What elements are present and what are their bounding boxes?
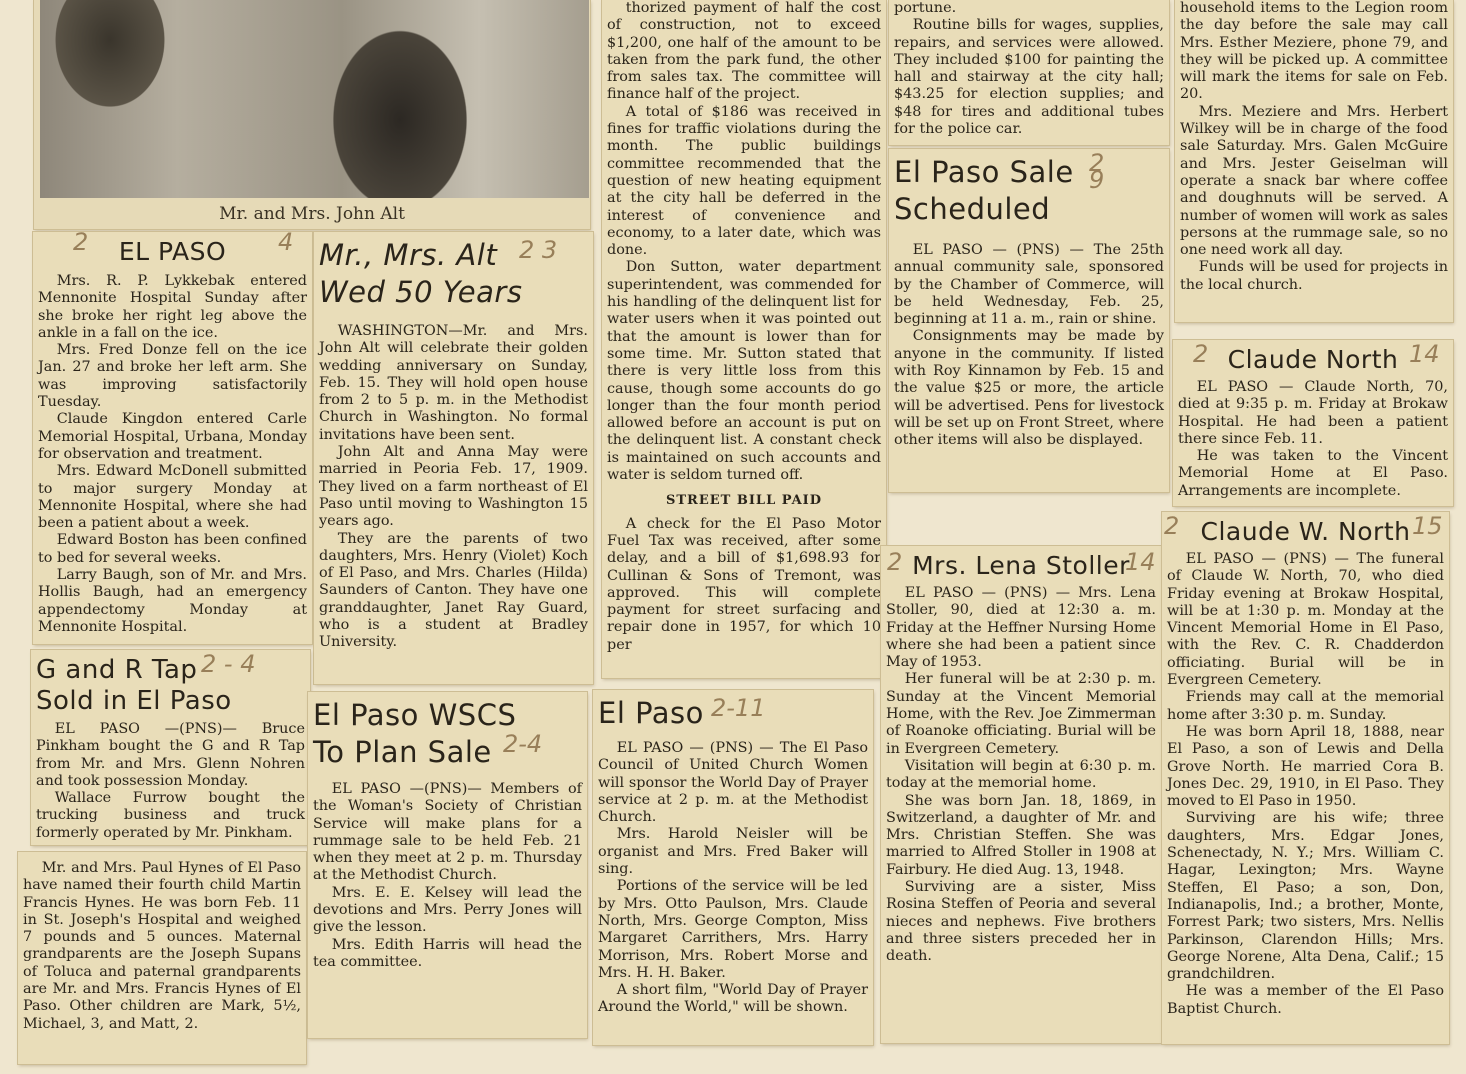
handwritten-note: 2 - 4 bbox=[201, 650, 256, 678]
subheading: STREET BILL PAID bbox=[665, 493, 823, 509]
alt-anniversary-clipping bbox=[314, 232, 593, 684]
claude-w-north-clipping bbox=[1162, 512, 1449, 1044]
paragraph: Wallace Furrow bought the trucking business and truck formerly operated by Mr. Pinkham. bbox=[36, 790, 305, 841]
article-body bbox=[607, 0, 881, 654]
clipping-headline: Claude North bbox=[1227, 345, 1399, 374]
paragraph: Surviving are a sister, Miss Rosina Steffen of Peoria and several nieces and nephews. Five brothers and three sisters preceded her in death. bbox=[886, 879, 1156, 965]
headline-line: Mr., Mrs. Alt bbox=[319, 238, 498, 272]
paragraph: Mrs. Fred Donze fell on the ice Jan. 27 and broke her left arm. She was improving satisfactorily Tuesday. bbox=[38, 342, 307, 411]
paragraph: Mrs. E. E. Kelsey will lead the devotions and Mrs. Perry Jones will give the lesson. bbox=[313, 884, 582, 936]
paragraph: Friends may call at the memorial home after 3:30 p. m. Sunday. bbox=[1167, 689, 1444, 723]
paragraph: Consignments may be made by anyone in the community. If listed with Roy Kinnamon by Feb. 15 and the value $25 or more, the article will be advertised. Pens for livestock will be set up on Front Street, where other items will also be displayed. bbox=[894, 328, 1164, 449]
handwritten-note: 2 9 bbox=[1089, 149, 1105, 195]
headline-line: El Paso Sale bbox=[894, 155, 1074, 189]
headline-line: Sold in El Paso bbox=[36, 686, 232, 716]
paragraph: He was born April 18, 1888, near El Paso, a son of Lewis and Della Grove North. He married Cora B. Jones Dec. 29, 1910, in El Paso. They moved to El Paso in 1950. bbox=[1167, 723, 1444, 810]
couple-photo bbox=[40, 0, 589, 198]
handwritten-note: 2 bbox=[1193, 340, 1209, 368]
paragraph: portune. bbox=[894, 0, 957, 16]
community-sale-clipping bbox=[889, 149, 1169, 492]
paragraph: Routine bills for wages, supplies, repairs, and services were allowed. They included $100 for painting the hall and stairway at the city hall; $43.25 for election supplies; and $48 for tires and additional tubes for the police car. bbox=[894, 17, 1164, 138]
clipping-headline bbox=[36, 650, 305, 717]
paragraph: Surviving are his wife; three daughters, Mrs. Edgar Jones, Schenectady, N. Y.; Mrs. William C. Hagar, Lexington; Mrs. Wayne Steffen, El Paso; a son, Don, Indianapolis, Ind.; a brother, Monte, Forrest Park; two sisters, Mrs. Nellis Parkinson, Clarendon Hills; Mrs. George Norene, Alta Dena, Calif.; 15 grandchildren. bbox=[1167, 810, 1444, 983]
photo-clipping bbox=[34, 0, 590, 229]
photo-caption: Mr. and Mrs. John Alt bbox=[219, 204, 405, 224]
handwritten-note: 2-11 bbox=[711, 694, 766, 722]
paragraph: They are the parents of two daughters, Mrs. Henry (Violet) Koch of El Paso, and Mrs. Charles (Hilda) Saunders of Canton. They have one granddaughter, Janet Ray Guard, who is a student at Bradley University. bbox=[319, 530, 588, 651]
paragraph: Visitation will begin at 6:30 p. m. today at the memorial home. bbox=[886, 757, 1156, 792]
paragraph: Mrs. Edward McDonell submitted to major surgery Monday at Mennonite Hospital, where she had been a patient about a week. bbox=[38, 463, 307, 532]
article-body bbox=[1167, 551, 1444, 1018]
paragraph: Claude Kingdon entered Carle Memorial Hospital, Urbana, Monday for observation and treatment. bbox=[38, 411, 307, 462]
clipping-headline: Claude W. North bbox=[1200, 517, 1411, 546]
paragraph: She was born Jan. 18, 1869, in Switzerland, a daughter of Mr. and Mrs. Christian Steffen. She was married to Alfred Stoller in 1908 at Fairbury. He died Aug. 13, 1948. bbox=[886, 792, 1156, 878]
clipping-headline: EL PASO bbox=[118, 237, 227, 266]
wscs-sale-clipping bbox=[308, 692, 587, 1038]
paragraph: He was taken to the Vincent Memorial Home at El Paso. Arrangements are incomplete. bbox=[1178, 448, 1448, 499]
paragraph: Mrs. R. P. Lykkebak entered Mennonite Hospital Sunday after she broke her right leg above the ankle in a fall on the ice. bbox=[38, 273, 307, 341]
headline-line: G and R Tap bbox=[36, 655, 198, 685]
paragraph: EL PASO — (PNS) — Mrs. Lena Stoller, 90, died at 12:30 a. m. Friday at the Heffner Nursing Home where she had been a patient since May of 1953. bbox=[886, 585, 1156, 671]
handwritten-note: 2-4 bbox=[503, 730, 543, 758]
article-body bbox=[23, 860, 301, 1033]
paragraph: Her funeral will be at 2:30 p. m. Sunday at the Vincent Memorial Home, with the Rev. Joe Zimmerman of Roanoke officiating. Burial will be in Evergreen Cemetery. bbox=[886, 671, 1156, 757]
headline-line: El Paso WSCS bbox=[313, 698, 517, 732]
paragraph: thorized payment of half the cost of construction, not to exceed $1,200, one half of the amount to be taken from the park fund, the other from sales tax. The committee will finance half of the project. bbox=[607, 0, 881, 103]
claude-north-clipping bbox=[1173, 340, 1453, 506]
handwritten-note: 2 bbox=[73, 232, 89, 256]
legion-sale-clipping bbox=[1175, 0, 1453, 322]
paragraph: WASHINGTON—Mr. and Mrs. John Alt will celebrate their golden wedding anniversary on Sunday, Feb. 15. They will hold open house from 2 to 5 p. m. in the Methodist Church in Washington. No formal invitations have been sent. bbox=[319, 323, 588, 443]
article-body bbox=[1178, 379, 1448, 500]
paragraph: Mrs. Harold Neisler will be organist and Mrs. Fred Baker will sing. bbox=[598, 826, 868, 878]
handwritten-note: 2 bbox=[887, 548, 903, 576]
article-body bbox=[313, 781, 582, 971]
paragraph: He was a member of the El Paso Baptist Church. bbox=[1167, 983, 1444, 1017]
clipping-headline: El Paso bbox=[598, 696, 704, 730]
lena-stoller-clipping bbox=[881, 546, 1161, 1043]
headline-line: Scheduled bbox=[894, 192, 1051, 226]
paragraph: EL PASO — (PNS) — The El Paso Council of United Church Women will sponsor the World Day of Prayer service at 2 p. m. at the Methodist Church. bbox=[598, 740, 868, 826]
g-and-r-tap-clipping bbox=[31, 650, 310, 845]
paragraph: A check for the El Paso Motor Fuel Tax was received, after some delay, and a bill of $1,698.93 for Cullinan & Sons of Tremont, was approved. This will complete payment for street surfacing and repair done in 1957, for which 10 per bbox=[607, 515, 881, 653]
handwritten-note: 14 bbox=[1409, 340, 1440, 368]
hynes-birth-clipping bbox=[18, 852, 306, 1064]
paragraph: Portions of the service will be led by Mrs. Otto Paulson, Mrs. Claude North, Mrs. George Compton, Miss Margaret Carrithers, Mrs. Harry Morrison, Mrs. Robert Morse and Mrs. H. H. Baker. bbox=[598, 878, 868, 981]
article-body bbox=[38, 273, 307, 636]
paragraph: Mrs. Edith Harris will head the tea committee. bbox=[313, 936, 582, 970]
article-body bbox=[36, 721, 305, 842]
article-body bbox=[1180, 0, 1448, 294]
handwritten-note: 15 bbox=[1412, 512, 1443, 540]
council-column-clipping bbox=[602, 0, 886, 678]
paragraph: EL PASO —(PNS)— Members of the Woman's Society of Christian Service will make plans for a rummage sale to be held Feb. 21 when they meet at 2 p. m. Thursday at the Methodist Church. bbox=[313, 781, 582, 884]
el-paso-hospital-clipping bbox=[33, 232, 312, 644]
paragraph: Funds will be used for projects in the local church. bbox=[1180, 259, 1448, 293]
article-body bbox=[886, 585, 1156, 966]
paragraph: Mr. and Mrs. Paul Hynes of El Paso have named their fourth child Martin Francis Hynes. He was born Feb. 11 in St. Joseph's Hospital and weighed 7 pounds and 5 ounces. Maternal grandparents are the Joseph Supans of Toluca and paternal grandparents are Mr. and Mrs. Francis Hynes of El Paso. Other children are Mark, 5½, Michael, 3, and Matt, 2. bbox=[23, 860, 301, 1032]
paragraph: John Alt and Anna May were married in Peoria Feb. 17, 1909. They lived on a farm northeast of El Paso until moving to Washington 15 years ago. bbox=[319, 444, 588, 530]
paragraph: Mrs. Meziere and Mrs. Herbert Wilkey will be in charge of the food sale Saturday. Mrs. Galen McGuire and Mrs. Jester Geiselman will operate a snack bar where coffee and doughnuts will be served. A number of women will work as sales persons at the rummage sale, so no one need work all day. bbox=[1180, 103, 1448, 259]
council-bills-clipping bbox=[889, 0, 1169, 145]
paragraph: Edward Boston has been confined to bed for several weeks. bbox=[38, 532, 307, 566]
paragraph: Don Sutton, water department superintendent, was commended for his handling of the delinquent list for water users when it was pointed out that the amount is lower than for some time. Mr. Sutton stated that there is very little loss from this cause, though some accounts do go longer than the four month period allowed before an account is put on the delinquent list. A constant check is maintained on such accounts and water is seldom turned off. bbox=[607, 259, 881, 484]
handwritten-note: 14 bbox=[1125, 548, 1156, 576]
paragraph: A short film, "World Day of Prayer Around the World," will be shown. bbox=[598, 982, 868, 1016]
handwritten-note: 2 bbox=[1164, 512, 1180, 540]
clipping-headline: Mrs. Lena Stoller bbox=[912, 551, 1130, 580]
article-body bbox=[319, 323, 588, 652]
article-body bbox=[894, 242, 1164, 450]
clipping-headline bbox=[894, 149, 1164, 228]
paragraph: Larry Baugh, son of Mr. and Mrs. Hollis Baugh, had an emergency appendectomy Monday at Mennonite Hospital. bbox=[38, 567, 307, 635]
paragraph: A total of $186 was received in fines for traffic violations during the month. The public buildings committee recommended that the question of new heating equipment at the city hall be deferred in the interest of convenience and economy, to a later date, which was done. bbox=[607, 103, 881, 259]
paragraph: EL PASO — (PNS) — The 25th annual community sale, sponsored by the Chamber of Commerce, will be held Wednesday, Feb. 25, beginning at 11 a. m., rain or shine. bbox=[894, 242, 1164, 328]
handwritten-note: 4 bbox=[278, 232, 294, 256]
article-body bbox=[598, 740, 868, 1017]
paragraph: EL PASO —(PNS)— Bruce Pinkham bought the G and R Tap from Mr. and Mrs. Glenn Nohren and took possession Monday. bbox=[36, 721, 305, 789]
world-day-prayer-clipping bbox=[593, 690, 873, 1045]
article-body bbox=[894, 0, 1164, 138]
paragraph: EL PASO — (PNS) — The funeral of Claude W. North, 70, who died Friday evening at Brokaw Hospital, will be at 1:30 p. m. Monday at the Vincent Memorial Home in El Paso, with the Rev. C. R. Chadderdon officiating. Burial will be in Evergreen Cemetery. bbox=[1167, 551, 1444, 689]
handwritten-note: 2 3 bbox=[519, 236, 558, 264]
headline-line: To Plan Sale bbox=[313, 735, 492, 769]
headline-line: Wed 50 Years bbox=[319, 275, 523, 309]
paragraph: household items to the Legion room the day before the sale may call Mrs. Esther Meziere, phone 79, and they will be picked up. A committee will mark the items for sale on Feb. 20. bbox=[1180, 0, 1448, 103]
paragraph: EL PASO — Claude North, 70, died at 9:35 p. m. Friday at Brokaw Hospital. He had been a patient there since Feb. 11. bbox=[1178, 379, 1448, 447]
